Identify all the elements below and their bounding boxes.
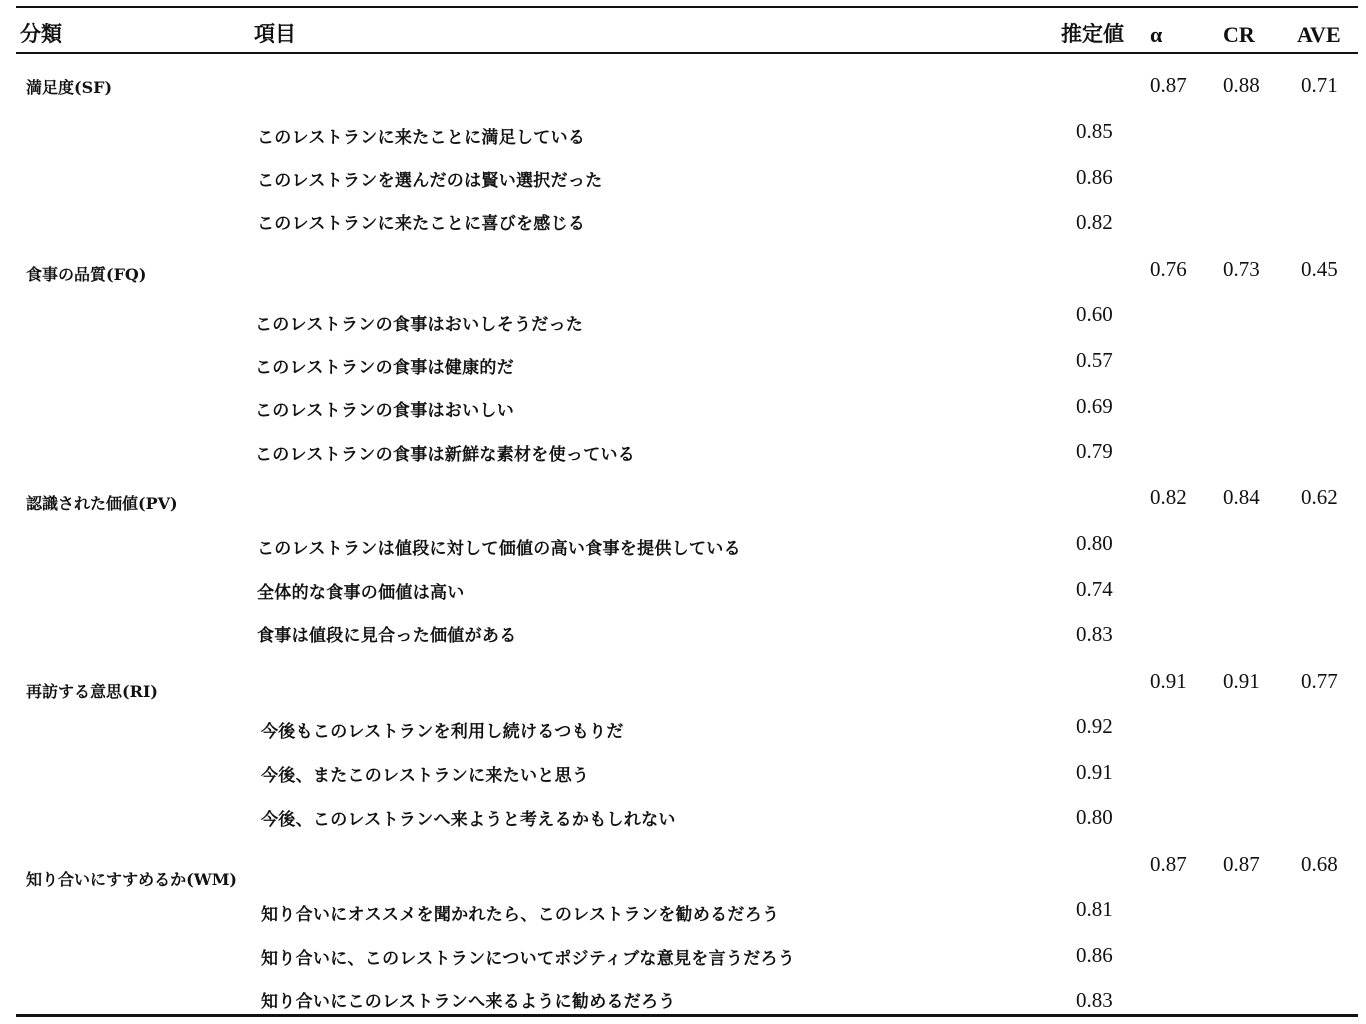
- estimate-value: 0.86: [1076, 943, 1113, 967]
- item-text: このレストランに来たことに喜びを感じる: [257, 214, 586, 234]
- estimate-value: 0.79: [1076, 439, 1113, 463]
- header-estimate: 推定値: [1061, 21, 1124, 46]
- estimate-value: 0.60: [1076, 302, 1113, 326]
- estimate-value: 0.91: [1076, 760, 1113, 784]
- item-text: このレストランを選んだのは賢い選択だった: [257, 171, 603, 191]
- header-ave: AVE: [1297, 22, 1341, 47]
- category-label: 知り合いにすすめるか(WM): [26, 870, 237, 889]
- ave-value: 0.71: [1301, 73, 1338, 97]
- header-cr: CR: [1223, 22, 1255, 47]
- item-text: 知り合いにオススメを聞かれたら、このレストランを勧めるだろう: [261, 905, 780, 925]
- item-text: 知り合いにこのレストランへ来るように勧めるだろう: [261, 992, 676, 1012]
- estimate-value: 0.80: [1076, 805, 1113, 829]
- item-text: このレストランに来たことに満足している: [257, 128, 586, 148]
- alpha-value: 0.91: [1150, 669, 1187, 693]
- cr-value: 0.91: [1223, 669, 1260, 693]
- item-text: 今後もこのレストランを利用し続けるつもりだ: [261, 722, 624, 742]
- estimate-value: 0.74: [1076, 577, 1113, 601]
- ave-value: 0.45: [1301, 257, 1338, 281]
- item-text: 知り合いに、このレストランについてポジティブな意見を言うだろう: [261, 949, 796, 969]
- header-category: 分類: [20, 21, 62, 46]
- estimate-value: 0.82: [1076, 210, 1113, 234]
- estimate-value: 0.92: [1076, 714, 1113, 738]
- category-label: 食事の品質(FQ): [26, 265, 147, 284]
- item-text: 今後、このレストランへ来ようと考えるかもしれない: [261, 810, 676, 830]
- item-text: このレストランの食事はおいしそうだった: [255, 315, 584, 335]
- cr-value: 0.87: [1223, 852, 1260, 876]
- estimate-value: 0.86: [1076, 165, 1113, 189]
- alpha-value: 0.87: [1150, 852, 1187, 876]
- cr-value: 0.84: [1223, 485, 1260, 509]
- header-rule: [16, 52, 1358, 54]
- ave-value: 0.68: [1301, 852, 1338, 876]
- item-text: 全体的な食事の価値は高い: [257, 583, 465, 603]
- item-text: このレストランは値段に対して価値の高い食事を提供している: [257, 539, 741, 559]
- item-text: 今後、またこのレストランに来たいと思う: [261, 766, 590, 786]
- estimate-value: 0.85: [1076, 119, 1113, 143]
- estimate-value: 0.57: [1076, 348, 1113, 372]
- ave-value: 0.62: [1301, 485, 1338, 509]
- category-label: 満足度(SF): [26, 78, 113, 97]
- estimate-value: 0.83: [1076, 622, 1113, 646]
- cr-value: 0.73: [1223, 257, 1260, 281]
- top-rule: [16, 6, 1358, 8]
- alpha-value: 0.87: [1150, 73, 1187, 97]
- category-label: 再訪する意思(RI): [26, 682, 158, 701]
- item-text: 食事は値段に見合った価値がある: [257, 626, 517, 646]
- cr-value: 0.88: [1223, 73, 1260, 97]
- estimate-value: 0.80: [1076, 531, 1113, 555]
- ave-value: 0.77: [1301, 669, 1338, 693]
- estimate-value: 0.69: [1076, 394, 1113, 418]
- category-label: 認識された価値(PV): [26, 494, 178, 513]
- header-alpha: α: [1150, 22, 1163, 47]
- alpha-value: 0.82: [1150, 485, 1187, 509]
- bottom-rule: [16, 1014, 1358, 1017]
- alpha-value: 0.76: [1150, 257, 1187, 281]
- estimate-value: 0.81: [1076, 897, 1113, 921]
- estimate-value: 0.83: [1076, 988, 1113, 1012]
- item-text: このレストランの食事はおいしい: [255, 401, 514, 421]
- item-text: このレストランの食事は健康的だ: [255, 358, 514, 378]
- item-text: このレストランの食事は新鮮な素材を使っている: [255, 445, 636, 465]
- header-item: 項目: [254, 21, 296, 46]
